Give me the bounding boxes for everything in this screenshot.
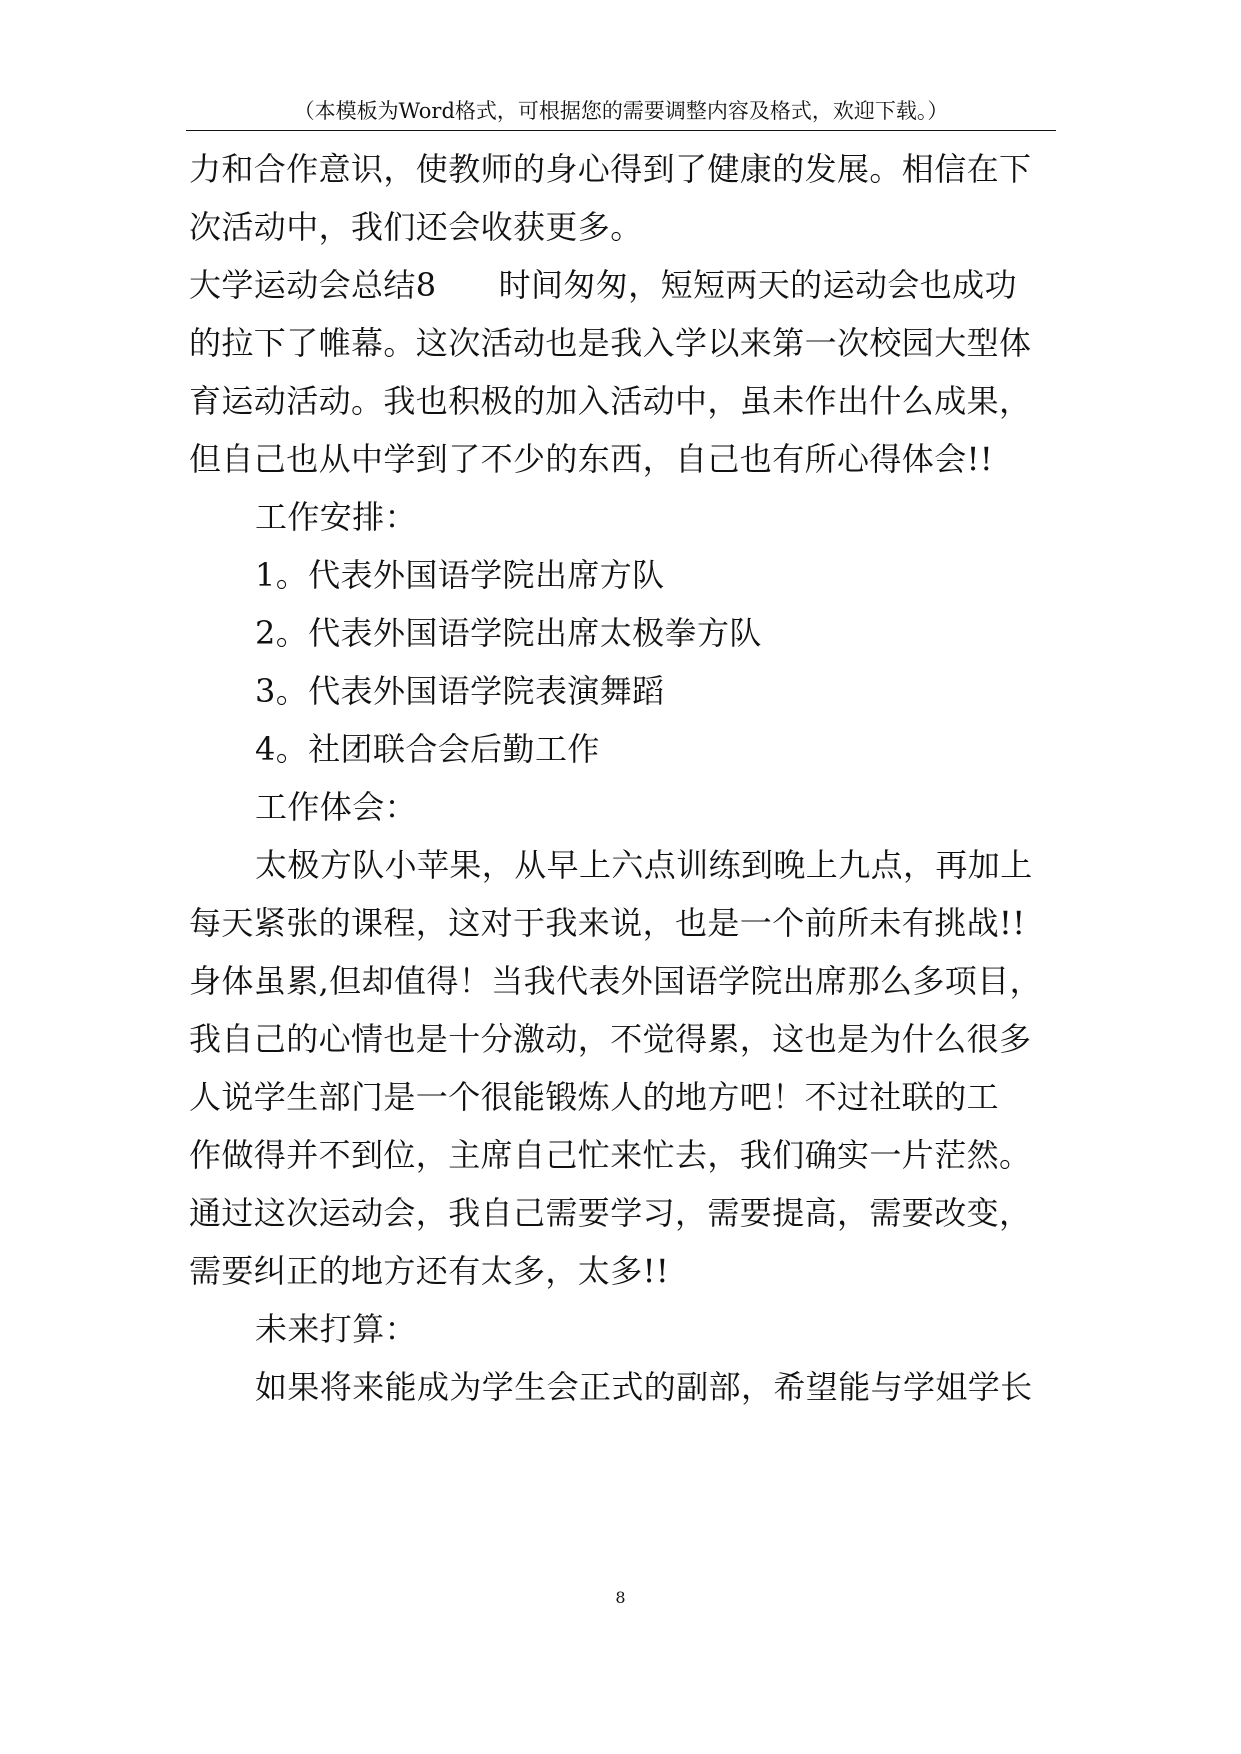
body-line: 但自己也从中学到了不少的东西，自己也有所心得体会!! — [189, 440, 994, 478]
body-line: 我自己的心情也是十分激动，不觉得累，这也是为什么很多 — [189, 1020, 1032, 1058]
body-line: 育运动活动。我也积极的加入活动中，虽未作出什么成果， — [189, 382, 1032, 420]
list-item: 3。代表外国语学院表演舞蹈 — [255, 672, 665, 710]
body-text: 时间匆匆，短短两天的运动会也成功 — [498, 266, 1017, 304]
header-divider — [186, 130, 1056, 131]
body-line: 力和合作意识，使教师的身心得到了健康的发展。相信在下 — [189, 150, 1032, 188]
list-item: 1。代表外国语学院出席方队 — [255, 556, 665, 594]
body-line: 太极方队小苹果，从早上六点训练到晚上九点，再加上 — [255, 846, 1033, 884]
list-item: 4。社团联合会后勤工作 — [255, 730, 600, 768]
body-line: 作做得并不到位，主席自己忙来忙去，我们确实一片茫然。 — [189, 1136, 1032, 1174]
section-title-line — [189, 263, 1017, 307]
body-line: 的拉下了帷幕。这次活动也是我入学以来第一次校园大型体 — [189, 324, 1032, 362]
body-line: 身体虽累,但却值得！当我代表外国语学院出席那么多项目， — [189, 962, 1042, 1000]
subheading: 工作安排： — [255, 498, 418, 536]
subheading: 工作体会： — [255, 788, 418, 826]
body-line: 如果将来能成为学生会正式的副部，希望能与学姐学长 — [255, 1368, 1033, 1406]
page-number: 8 — [615, 1588, 626, 1607]
page-header: （本模板为Word格式，可根据您的需要调整内容及格式，欢迎下载。） — [293, 99, 949, 123]
list-item: 2。代表外国语学院出席太极拳方队 — [255, 614, 762, 652]
body-line: 需要纠正的地方还有太多，太多!! — [189, 1252, 670, 1290]
section-title: 大学运动会总结8 — [189, 266, 437, 304]
body-line: 每天紧张的课程，这对于我来说，也是一个前所未有挑战!! — [189, 904, 1026, 942]
body-line: 通过这次运动会，我自己需要学习，需要提高，需要改变， — [189, 1194, 1032, 1232]
body-line: 人说学生部门是一个很能锻炼人的地方吧！不过社联的工 — [189, 1078, 1000, 1116]
subheading: 未来打算： — [255, 1310, 418, 1348]
body-line: 次活动中，我们还会收获更多。 — [189, 208, 643, 246]
